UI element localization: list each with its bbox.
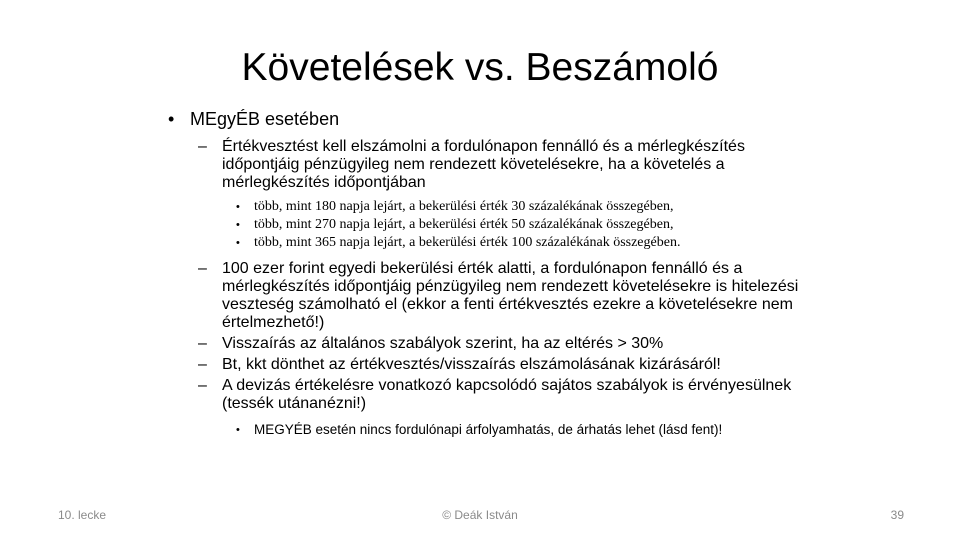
sub-sub-bullet	[160, 216, 810, 234]
dash-icon: –	[198, 335, 207, 352]
footer-author: © Deák István	[442, 508, 518, 522]
sub-bullet-text: 100 ezer forint egyedi bekerülési érték alatti, a fordulónapon fennálló és a mérlegkészítés időpontjáig pénzügyileg nem rendezett követelésekre is hitelezési veszteség számolható el (ekkor a fenti értékvesztés ezekre a követelésekre nem értelmezhető!)	[222, 260, 799, 331]
bullet-icon: •	[168, 109, 175, 129]
sub-sub-bullet	[160, 421, 810, 439]
bullet-level1	[160, 108, 810, 130]
sub-bullet-text: Visszaírás az általános szabályok szerint, ha az eltérés > 30%	[222, 335, 664, 352]
bullet-icon: •	[236, 201, 240, 213]
dash-icon: –	[198, 377, 207, 394]
footer-lecture: 10. lecke	[58, 508, 107, 522]
slide-number: 39	[890, 508, 904, 522]
sub-sub-bullet-text: több, mint 270 napja lejárt, a bekerülési érték 50 százalékának összegében,	[254, 217, 674, 232]
dash-icon: –	[198, 138, 207, 155]
sub-bullet-text: Értékvesztést kell elszámolni a fordulónapon fennálló és a mérlegkészítés időpontjáig pénzügyileg nem rendezett követelésekre, ha a követelés a mérlegkészítés időpontjában	[222, 138, 745, 191]
slide-content	[160, 108, 810, 439]
bullet-icon: •	[236, 424, 240, 436]
sub-bullet	[160, 377, 810, 413]
sub-bullet	[160, 356, 810, 374]
bullet-icon: •	[236, 219, 240, 231]
sub-sub-bullet-text: MEGYÉB esetén nincs fordulónapi árfolyamhatás, de árhatás lehet (lásd fent)!	[254, 422, 723, 437]
bullet-text: MEgyÉB esetében	[190, 109, 340, 129]
sub-sub-bullet-text: több, mint 365 napja lejárt, a bekerülési érték 100 százalékának összegében.	[254, 235, 681, 250]
sub-sub-bullet	[160, 198, 810, 216]
bullet-icon: •	[236, 237, 240, 249]
slide-title: Követelések vs. Beszámoló	[241, 46, 719, 89]
sub-bullet-text: A devizás értékelésre vonatkozó kapcsolódó sajátos szabályok is érvényesülnek (tessék utánanézni!)	[222, 377, 792, 412]
sub-sub-bullet-text: több, mint 180 napja lejárt, a bekerülési érték 30 százalékának összegében,	[254, 199, 674, 214]
sub-bullet	[160, 138, 810, 192]
sub-sub-bullet	[160, 234, 810, 252]
sub-bullet	[160, 260, 810, 332]
sub-bullet-text: Bt, kkt dönthet az értékvesztés/visszaírás elszámolásának kizárásáról!	[222, 356, 721, 373]
dash-icon: –	[198, 356, 207, 373]
sub-bullet	[160, 335, 810, 353]
sub-sub-list	[160, 421, 810, 439]
sub-sub-list	[160, 198, 810, 252]
dash-icon: –	[198, 260, 207, 277]
